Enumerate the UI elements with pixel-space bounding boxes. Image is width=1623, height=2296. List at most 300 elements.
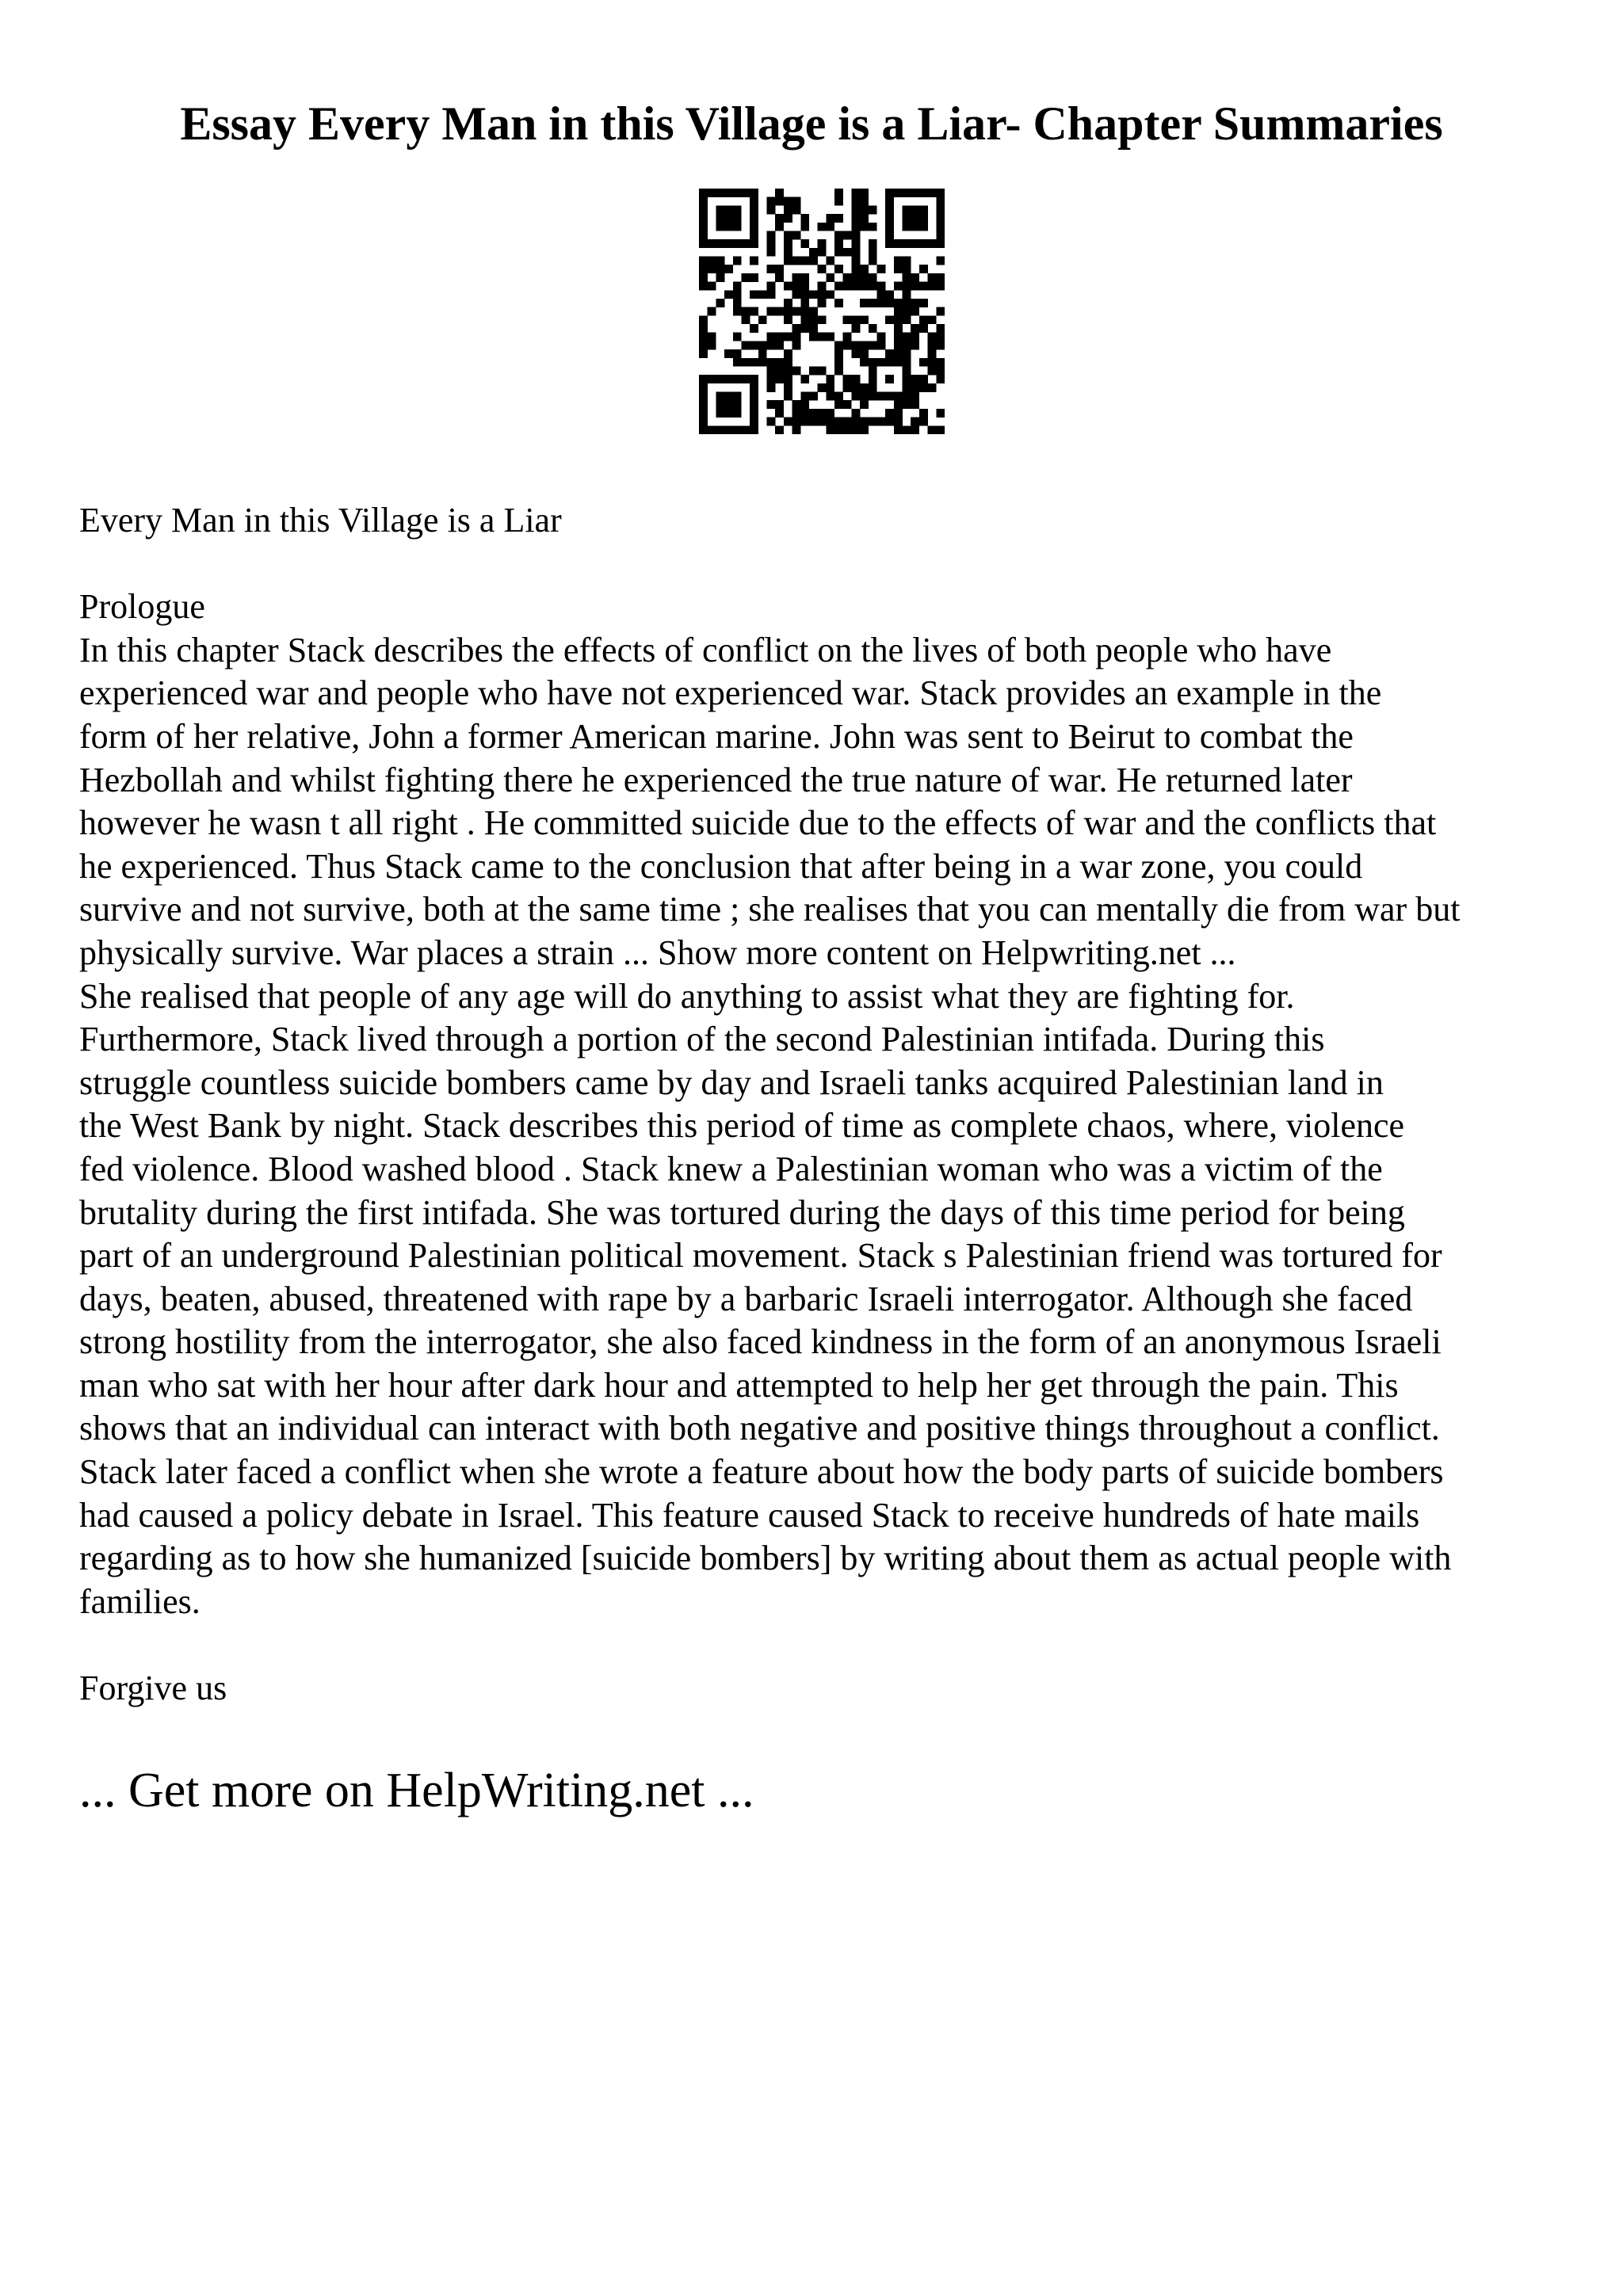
qr-module bbox=[750, 273, 758, 282]
qr-module bbox=[869, 282, 877, 291]
qr-module bbox=[851, 418, 860, 426]
qr-module bbox=[818, 409, 827, 418]
qr-module bbox=[733, 349, 742, 358]
qr-module bbox=[724, 425, 733, 434]
qr-module bbox=[860, 418, 869, 426]
qr-module bbox=[936, 375, 945, 383]
body-line: however he wasn t all right . He committed suicide due to the effects of war and the conflicts that bbox=[79, 803, 1437, 843]
qr-module bbox=[775, 223, 784, 231]
qr-module bbox=[834, 214, 843, 223]
qr-module bbox=[758, 315, 767, 324]
qr-module bbox=[724, 392, 733, 401]
qr-module bbox=[851, 282, 860, 291]
qr-module bbox=[928, 282, 937, 291]
qr-module bbox=[936, 205, 945, 214]
qr-module bbox=[851, 425, 860, 434]
qr-module bbox=[911, 324, 919, 333]
qr-module bbox=[894, 358, 903, 367]
qr-module bbox=[894, 315, 903, 324]
body-line: Furthermore, Stack lived through a portion of the second Palestinian intifada. During this bbox=[79, 1020, 1325, 1059]
qr-module bbox=[733, 333, 742, 341]
qr-module bbox=[834, 366, 843, 375]
qr-module bbox=[903, 425, 911, 434]
qr-module bbox=[809, 333, 818, 341]
qr-module bbox=[928, 383, 937, 392]
qr-module bbox=[809, 409, 818, 418]
qr-module bbox=[800, 239, 809, 248]
qr-module bbox=[716, 299, 724, 307]
qr-module bbox=[911, 307, 919, 316]
qr-module bbox=[724, 409, 733, 418]
qr-module bbox=[699, 392, 708, 401]
qr-module bbox=[911, 425, 919, 434]
qr-module bbox=[809, 257, 818, 265]
qr-module bbox=[843, 383, 852, 392]
qr-module bbox=[750, 425, 758, 434]
qr-module bbox=[699, 265, 708, 273]
qr-module bbox=[792, 290, 801, 299]
qr-module bbox=[733, 290, 742, 299]
qr-module bbox=[903, 366, 911, 375]
qr-module bbox=[876, 333, 885, 341]
qr-module bbox=[724, 189, 733, 197]
qr-module bbox=[834, 299, 843, 307]
qr-module bbox=[903, 273, 911, 282]
qr-module bbox=[903, 290, 911, 299]
qr-module bbox=[843, 333, 852, 341]
qr-module bbox=[767, 248, 776, 257]
qr-module bbox=[869, 205, 877, 214]
qr-module bbox=[894, 349, 903, 358]
qr-module bbox=[818, 366, 827, 375]
qr-module bbox=[758, 341, 767, 349]
qr-module bbox=[800, 214, 809, 223]
body-line: survive and not survive, both at the same time ; she realises that you can mentally die from war but bbox=[79, 890, 1461, 929]
qr-module bbox=[800, 392, 809, 401]
qr-module bbox=[876, 392, 885, 401]
qr-module bbox=[834, 231, 843, 239]
qr-module bbox=[800, 315, 809, 324]
qr-module bbox=[733, 257, 742, 265]
document-body bbox=[79, 499, 1561, 1711]
qr-module bbox=[724, 375, 733, 383]
qr-module bbox=[936, 282, 945, 291]
qr-module bbox=[869, 383, 877, 392]
qr-module bbox=[818, 248, 827, 257]
qr-module bbox=[834, 392, 843, 401]
qr-module bbox=[851, 205, 860, 214]
qr-module bbox=[716, 409, 724, 418]
qr-module bbox=[869, 392, 877, 401]
qr-module bbox=[843, 418, 852, 426]
qr-module bbox=[775, 189, 784, 197]
qr-module bbox=[869, 299, 877, 307]
qr-module bbox=[784, 358, 792, 367]
qr-module bbox=[928, 273, 937, 282]
qr-module bbox=[919, 409, 928, 418]
qr-module bbox=[792, 366, 801, 375]
body-line: fed violence. Blood washed blood . Stack knew a Palestinian woman who was a victim of the bbox=[79, 1149, 1383, 1188]
body-line: man who sat with her hour after dark hour and attempted to help her get through the pain. This bbox=[79, 1365, 1399, 1405]
body-line: experienced war and people who have not experienced war. Stack provides an example in the bbox=[79, 673, 1382, 713]
qr-module bbox=[903, 349, 911, 358]
qr-module bbox=[894, 400, 903, 409]
body-line: days, beaten, abused, threatened with rape by a barbaric Israeli interrogator. Although she faced bbox=[79, 1279, 1413, 1318]
qr-module bbox=[903, 383, 911, 392]
qr-module bbox=[699, 324, 708, 333]
body-line: had caused a policy debate in Israel. This feature caused Stack to receive hundreds of hate mails bbox=[79, 1495, 1420, 1535]
qr-module bbox=[699, 341, 708, 349]
qr-module bbox=[818, 315, 827, 324]
qr-module bbox=[885, 315, 894, 324]
qr-module bbox=[860, 315, 869, 324]
qr-module bbox=[903, 189, 911, 197]
qr-module bbox=[708, 265, 716, 273]
qr-module bbox=[911, 223, 919, 231]
qr-module bbox=[869, 223, 877, 231]
qr-module bbox=[843, 375, 852, 383]
qr-module bbox=[784, 282, 792, 291]
qr-module bbox=[809, 248, 818, 257]
qr-module bbox=[716, 375, 724, 383]
qr-module bbox=[851, 341, 860, 349]
qr-module bbox=[800, 409, 809, 418]
qr-module bbox=[750, 257, 758, 265]
qr-module bbox=[936, 409, 945, 418]
qr-module bbox=[903, 299, 911, 307]
qr-module bbox=[809, 392, 818, 401]
qr-module bbox=[775, 197, 784, 206]
qr-module bbox=[894, 257, 903, 265]
qr-module bbox=[758, 349, 767, 358]
qr-module bbox=[885, 349, 894, 358]
qr-module bbox=[928, 425, 937, 434]
qr-module bbox=[911, 400, 919, 409]
qr-module bbox=[792, 409, 801, 418]
qr-module bbox=[885, 418, 894, 426]
qr-module bbox=[767, 231, 776, 239]
qr-module bbox=[767, 400, 776, 409]
qr-module bbox=[834, 400, 843, 409]
section-heading-prologue: Prologue bbox=[79, 587, 205, 627]
qr-module bbox=[733, 223, 742, 231]
qr-module bbox=[792, 282, 801, 291]
qr-module bbox=[792, 425, 801, 434]
qr-module bbox=[784, 366, 792, 375]
qr-module bbox=[928, 349, 937, 358]
qr-module bbox=[750, 324, 758, 333]
qr-module bbox=[775, 341, 784, 349]
qr-module bbox=[894, 392, 903, 401]
qr-module bbox=[716, 265, 724, 273]
qr-module bbox=[733, 392, 742, 401]
qr-module bbox=[851, 409, 860, 418]
qr-module bbox=[792, 341, 801, 349]
qr-module bbox=[919, 315, 928, 324]
qr-module bbox=[843, 273, 852, 282]
qr-module bbox=[784, 197, 792, 206]
qr-module bbox=[851, 257, 860, 265]
qr-module bbox=[733, 307, 742, 316]
qr-module bbox=[792, 231, 801, 239]
qr-module bbox=[834, 341, 843, 349]
qr-module bbox=[708, 282, 716, 291]
qr-module bbox=[699, 349, 708, 358]
qr-module bbox=[903, 282, 911, 291]
qr-module bbox=[818, 383, 827, 392]
qr-module bbox=[708, 307, 716, 316]
qr-module bbox=[894, 189, 903, 197]
qr-module bbox=[885, 205, 894, 214]
qr-module bbox=[936, 425, 945, 434]
qr-module bbox=[792, 324, 801, 333]
qr-module bbox=[936, 273, 945, 282]
qr-module bbox=[699, 189, 708, 197]
qr-module bbox=[741, 307, 750, 316]
qr-module bbox=[826, 375, 834, 383]
qr-module bbox=[894, 324, 903, 333]
qr-module bbox=[911, 341, 919, 349]
body-line: part of an underground Palestinian political movement. Stack s Palestinian friend was tortured for bbox=[79, 1236, 1442, 1276]
qr-module bbox=[826, 392, 834, 401]
qr-module bbox=[716, 400, 724, 409]
qr-module bbox=[775, 307, 784, 316]
qr-module bbox=[792, 400, 801, 409]
qr-module bbox=[733, 282, 742, 291]
qr-module bbox=[767, 383, 776, 392]
qr-module bbox=[699, 375, 708, 383]
qr-module bbox=[699, 197, 708, 206]
qr-module bbox=[851, 392, 860, 401]
qr-module bbox=[936, 257, 945, 265]
qr-module bbox=[775, 409, 784, 418]
qr-module bbox=[928, 315, 937, 324]
qr-module bbox=[911, 282, 919, 291]
qr-module bbox=[699, 273, 708, 282]
qr-module bbox=[733, 189, 742, 197]
qr-module bbox=[699, 333, 708, 341]
qr-module bbox=[834, 349, 843, 358]
qr-module bbox=[834, 282, 843, 291]
qr-module bbox=[869, 358, 877, 367]
document-subtitle: Every Man in this Village is a Liar bbox=[79, 501, 562, 540]
qr-module bbox=[750, 383, 758, 392]
qr-module bbox=[911, 383, 919, 392]
qr-module bbox=[860, 425, 869, 434]
qr-module bbox=[809, 324, 818, 333]
qr-module bbox=[860, 265, 869, 273]
qr-module bbox=[834, 265, 843, 273]
qr-module bbox=[784, 214, 792, 223]
qr-module bbox=[818, 265, 827, 273]
qr-module bbox=[818, 333, 827, 341]
qr-module bbox=[869, 418, 877, 426]
qr-module bbox=[885, 392, 894, 401]
qr-module bbox=[903, 392, 911, 401]
qr-module bbox=[800, 375, 809, 383]
qr-module bbox=[826, 273, 834, 282]
qr-module bbox=[851, 248, 860, 257]
qr-module bbox=[750, 205, 758, 214]
qr-module bbox=[784, 375, 792, 383]
qr-module bbox=[936, 197, 945, 206]
qr-module bbox=[869, 257, 877, 265]
qr-module bbox=[936, 307, 945, 316]
qr-module bbox=[699, 418, 708, 426]
qr-module bbox=[860, 299, 869, 307]
qr-module bbox=[869, 341, 877, 349]
paragraph-gap bbox=[79, 543, 1561, 586]
qr-module bbox=[767, 307, 776, 316]
qr-module bbox=[851, 214, 860, 223]
prologue-text bbox=[79, 629, 1561, 1624]
qr-module bbox=[903, 358, 911, 367]
qr-module bbox=[885, 223, 894, 231]
qr-module bbox=[885, 197, 894, 206]
qr-module bbox=[767, 358, 776, 367]
qr-module bbox=[818, 290, 827, 299]
qr-module bbox=[750, 375, 758, 383]
qr-module bbox=[699, 400, 708, 409]
body-line: shows that an individual can interact with both negative and positive things throughout a conflict. bbox=[79, 1409, 1440, 1448]
qr-module bbox=[919, 282, 928, 291]
qr-module bbox=[894, 282, 903, 291]
qr-module bbox=[911, 273, 919, 282]
qr-module bbox=[919, 418, 928, 426]
qr-module bbox=[767, 239, 776, 248]
qr-module bbox=[708, 333, 716, 341]
qr-module bbox=[750, 290, 758, 299]
qr-module bbox=[869, 248, 877, 257]
qr-module bbox=[928, 239, 937, 248]
document-title: Essay Every Man in this Village is a Liar- Chapter Summaries bbox=[180, 97, 1443, 150]
qr-module bbox=[876, 299, 885, 307]
qr-module bbox=[851, 315, 860, 324]
qr-module bbox=[894, 333, 903, 341]
qr-module bbox=[919, 383, 928, 392]
qr-module bbox=[826, 257, 834, 265]
qr-module bbox=[767, 341, 776, 349]
qr-module bbox=[919, 223, 928, 231]
qr-module bbox=[724, 223, 733, 231]
qr-module bbox=[903, 333, 911, 341]
qr-module bbox=[724, 205, 733, 214]
body-line: families. bbox=[79, 1581, 200, 1621]
qr-module bbox=[699, 383, 708, 392]
qr-module bbox=[792, 205, 801, 214]
qr-module bbox=[733, 425, 742, 434]
qr-module bbox=[800, 400, 809, 409]
qr-module bbox=[750, 418, 758, 426]
qr-module bbox=[750, 307, 758, 316]
qr-code-graphic bbox=[699, 189, 945, 434]
qr-module bbox=[894, 341, 903, 349]
qr-module bbox=[716, 257, 724, 265]
qr-module bbox=[885, 409, 894, 418]
qr-module bbox=[919, 375, 928, 383]
get-more-link[interactable]: ... Get more on HelpWriting.net ... bbox=[79, 1764, 754, 1817]
qr-module bbox=[741, 315, 750, 324]
qr-module bbox=[708, 239, 716, 248]
qr-module bbox=[699, 282, 708, 291]
qr-module bbox=[750, 400, 758, 409]
qr-module bbox=[784, 307, 792, 316]
qr-module bbox=[733, 299, 742, 307]
qr-module bbox=[885, 231, 894, 239]
qr-module bbox=[733, 358, 742, 367]
qr-module bbox=[809, 418, 818, 426]
qr-module bbox=[800, 273, 809, 282]
qr-module bbox=[894, 307, 903, 316]
qr-module bbox=[699, 315, 708, 324]
qr-module bbox=[724, 265, 733, 273]
qr-module bbox=[733, 205, 742, 214]
qr-module bbox=[733, 409, 742, 418]
qr-module bbox=[894, 409, 903, 418]
qr-module bbox=[869, 324, 877, 333]
qr-module bbox=[903, 400, 911, 409]
qr-module bbox=[851, 324, 860, 333]
qr-module bbox=[885, 299, 894, 307]
qr-module bbox=[851, 349, 860, 358]
qr-module bbox=[741, 189, 750, 197]
qr-module bbox=[741, 341, 750, 349]
qr-module bbox=[885, 290, 894, 299]
qr-module bbox=[767, 197, 776, 206]
qr-module bbox=[903, 341, 911, 349]
qr-module bbox=[860, 383, 869, 392]
body-line: he experienced. Thus Stack came to the conclusion that after being in a war zone, you could bbox=[79, 846, 1363, 886]
qr-module bbox=[928, 366, 937, 375]
qr-module bbox=[741, 425, 750, 434]
qr-module bbox=[758, 358, 767, 367]
qr-module bbox=[775, 400, 784, 409]
qr-module bbox=[818, 223, 827, 231]
qr-module bbox=[699, 239, 708, 248]
body-line: struggle countless suicide bombers came by day and Israeli tanks acquired Palestinian land in bbox=[79, 1062, 1384, 1102]
qr-module bbox=[851, 265, 860, 273]
qr-module bbox=[826, 418, 834, 426]
qr-module bbox=[724, 349, 733, 358]
qr-module bbox=[928, 333, 937, 341]
qr-module bbox=[936, 366, 945, 375]
qr-module bbox=[826, 425, 834, 434]
qr-module bbox=[869, 273, 877, 282]
qr-module bbox=[903, 239, 911, 248]
qr-module bbox=[903, 315, 911, 324]
qr-module bbox=[800, 324, 809, 333]
qr-module bbox=[809, 307, 818, 316]
qr-module bbox=[767, 375, 776, 383]
qr-module bbox=[733, 400, 742, 409]
qr-module bbox=[936, 358, 945, 367]
qr-module bbox=[876, 358, 885, 367]
qr-module bbox=[767, 282, 776, 291]
qr-module bbox=[758, 290, 767, 299]
qr-module bbox=[903, 205, 911, 214]
qr-module bbox=[860, 197, 869, 206]
qr-module bbox=[911, 333, 919, 341]
qr-module bbox=[708, 341, 716, 349]
qr-module bbox=[936, 239, 945, 248]
qr-module bbox=[826, 290, 834, 299]
qr-module bbox=[800, 307, 809, 316]
qr-module bbox=[767, 290, 776, 299]
qr-module bbox=[792, 307, 801, 316]
qr-module bbox=[775, 333, 784, 341]
qr-module bbox=[843, 341, 852, 349]
qr-module bbox=[885, 358, 894, 367]
